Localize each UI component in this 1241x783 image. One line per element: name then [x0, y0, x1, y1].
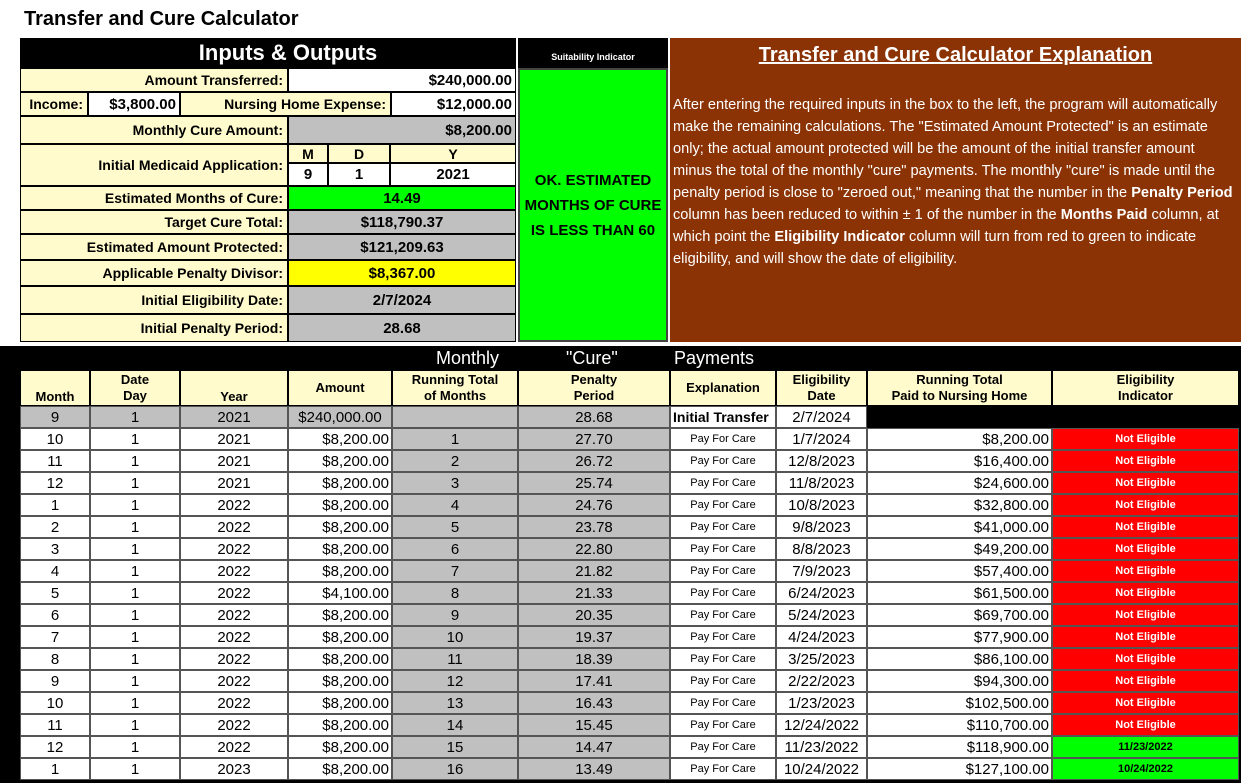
- caption-monthly: Monthly: [436, 348, 500, 368]
- cell-amount: $8,200.00: [288, 538, 392, 560]
- col-header-eligibility-date: Eligibility Date: [776, 370, 867, 406]
- cell-amount: $8,200.00: [288, 472, 392, 494]
- nursing-home-expense-label: Nursing Home Expense:: [180, 92, 391, 116]
- cell-running-months: 1: [392, 428, 518, 450]
- cell-month: 10: [20, 428, 90, 450]
- cell-month: 3: [20, 538, 90, 560]
- application-day-input[interactable]: 1: [328, 163, 390, 186]
- cell-running-months: 7: [392, 560, 518, 582]
- cell-explanation: Pay For Care: [670, 538, 776, 560]
- cell-explanation: Pay For Care: [670, 626, 776, 648]
- cell-eligibility-date: 7/9/2023: [776, 560, 867, 582]
- initial-penalty: 28.68: [518, 406, 670, 428]
- cell-running-paid: $86,100.00: [867, 648, 1052, 670]
- cell-amount: $8,200.00: [288, 516, 392, 538]
- cell-running-paid: $49,200.00: [867, 538, 1052, 560]
- cell-explanation: Pay For Care: [670, 692, 776, 714]
- estimated-protected-value: $121,209.63: [288, 234, 516, 260]
- cell-day: 1: [90, 736, 180, 758]
- cell-eligibility-indicator: Not Eligible: [1052, 648, 1239, 670]
- cell-penalty-period: 17.41: [518, 670, 670, 692]
- cell-amount: $8,200.00: [288, 428, 392, 450]
- cell-explanation: Pay For Care: [670, 516, 776, 538]
- cell-day: 1: [90, 692, 180, 714]
- cell-explanation: Pay For Care: [670, 494, 776, 516]
- cell-running-paid: $24,600.00: [867, 472, 1052, 494]
- cell-amount: $8,200.00: [288, 714, 392, 736]
- income-label: Income:: [20, 92, 88, 116]
- cell-amount: $8,200.00: [288, 648, 392, 670]
- cell-eligibility-indicator: Not Eligible: [1052, 604, 1239, 626]
- cell-eligibility-date: 9/8/2023: [776, 516, 867, 538]
- cell-running-paid: $69,700.00: [867, 604, 1052, 626]
- cell-explanation: Pay For Care: [670, 560, 776, 582]
- penalty-period-label: Initial Penalty Period:: [20, 314, 288, 342]
- cell-running-months: 4: [392, 494, 518, 516]
- application-month-input[interactable]: 9: [288, 163, 328, 186]
- cell-eligibility-indicator: 11/23/2022: [1052, 736, 1239, 758]
- eligibility-date-value: 2/7/2024: [288, 286, 516, 314]
- cell-penalty-period: 13.49: [518, 758, 670, 780]
- cell-day: 1: [90, 714, 180, 736]
- caption-payments: Payments: [674, 348, 755, 368]
- cell-penalty-period: 22.80: [518, 538, 670, 560]
- cell-eligibility-indicator: Not Eligible: [1052, 692, 1239, 714]
- cell-year: 2022: [180, 736, 288, 758]
- estimated-protected-label: Estimated Amount Protected:: [20, 234, 288, 260]
- cell-running-paid: $16,400.00: [867, 450, 1052, 472]
- cell-running-months: 16: [392, 758, 518, 780]
- cell-month: 8: [20, 648, 90, 670]
- cell-running-paid: $57,400.00: [867, 560, 1052, 582]
- cell-year: 2022: [180, 582, 288, 604]
- col-header-eligibility-indicator: Eligibility Indicator: [1052, 370, 1239, 406]
- cell-penalty-period: 23.78: [518, 516, 670, 538]
- cell-month: 11: [20, 450, 90, 472]
- cell-month: 11: [20, 714, 90, 736]
- cell-year: 2022: [180, 604, 288, 626]
- cell-running-months: 12: [392, 670, 518, 692]
- col-header-running-months: Running Total of Months: [392, 370, 518, 406]
- cell-day: 1: [90, 648, 180, 670]
- nursing-home-expense-input[interactable]: $12,000.00: [391, 92, 516, 116]
- amount-transferred-label: Amount Transferred:: [20, 68, 288, 92]
- cell-penalty-period: 14.47: [518, 736, 670, 758]
- cell-eligibility-date: 12/8/2023: [776, 450, 867, 472]
- cell-eligibility-indicator: Not Eligible: [1052, 516, 1239, 538]
- explanation-text: After entering the required inputs in the box to the left, the program will automatically make the remaining calculations. The "Estimated Amount Protected" is an estimate only; the actual amount protected will be the amount of the initial transfer amount minus the total of the monthly "cure" payments. The monthly "cure" is made until the penalty period is close to "zeroed out," meaning that the number in the Penalty Period column has been reduced to within ± 1 of the number in the Months Paid column, at which point the Eligibility Indicator column will turn from red to green to indicate eligibility, and will show the date of eligibility.: [673, 97, 1233, 267]
- initial-month: 9: [20, 406, 90, 428]
- cell-explanation: Pay For Care: [670, 714, 776, 736]
- cell-day: 1: [90, 428, 180, 450]
- month-header: M: [288, 144, 328, 163]
- cell-eligibility-indicator: Not Eligible: [1052, 670, 1239, 692]
- suitability-indicator: OK. ESTIMATED MONTHS OF CURE IS LESS THAN 60: [518, 68, 668, 342]
- col-header-year: Year: [180, 370, 288, 406]
- cell-eligibility-date: 4/24/2023: [776, 626, 867, 648]
- cell-amount: $8,200.00: [288, 692, 392, 714]
- cell-month: 2: [20, 516, 90, 538]
- explanation-title: Transfer and Cure Calculator Explanation: [758, 44, 1153, 66]
- cell-running-paid: $41,000.00: [867, 516, 1052, 538]
- cell-amount: $4,100.00: [288, 582, 392, 604]
- cell-eligibility-indicator: Not Eligible: [1052, 582, 1239, 604]
- cell-day: 1: [90, 450, 180, 472]
- cell-explanation: Pay For Care: [670, 428, 776, 450]
- cell-day: 1: [90, 670, 180, 692]
- cell-eligibility-indicator: Not Eligible: [1052, 560, 1239, 582]
- col-header-running-paid: Running Total Paid to Nursing Home: [867, 370, 1052, 406]
- cell-day: 1: [90, 582, 180, 604]
- cell-penalty-period: 21.82: [518, 560, 670, 582]
- cell-running-months: 6: [392, 538, 518, 560]
- cell-penalty-period: 18.39: [518, 648, 670, 670]
- initial-explanation: Initial Transfer: [670, 406, 776, 428]
- cell-year: 2021: [180, 428, 288, 450]
- penalty-divisor-value: $8,367.00: [288, 260, 516, 286]
- penalty-period-value: 28.68: [288, 314, 516, 342]
- cell-day: 1: [90, 494, 180, 516]
- initial-running-months: [392, 406, 518, 428]
- monthly-cure-label: Monthly Cure Amount:: [20, 116, 288, 144]
- cell-eligibility-indicator: Not Eligible: [1052, 450, 1239, 472]
- cell-running-months: 15: [392, 736, 518, 758]
- cell-eligibility-indicator: Not Eligible: [1052, 494, 1239, 516]
- col-header-penalty-period: Penalty Period: [518, 370, 670, 406]
- cell-running-months: 14: [392, 714, 518, 736]
- cell-year: 2022: [180, 538, 288, 560]
- cell-year: 2022: [180, 494, 288, 516]
- cell-day: 1: [90, 538, 180, 560]
- cell-eligibility-date: 12/24/2022: [776, 714, 867, 736]
- suitability-header: Suitability Indicator: [518, 38, 668, 68]
- cell-year: 2022: [180, 626, 288, 648]
- cell-running-months: 9: [392, 604, 518, 626]
- initial-day: 1: [90, 406, 180, 428]
- cell-running-months: 2: [392, 450, 518, 472]
- cell-eligibility-indicator: Not Eligible: [1052, 472, 1239, 494]
- cell-penalty-period: 27.70: [518, 428, 670, 450]
- cell-amount: $8,200.00: [288, 736, 392, 758]
- col-header-month: Month: [20, 370, 90, 406]
- cell-year: 2022: [180, 560, 288, 582]
- cell-running-paid: $8,200.00: [867, 428, 1052, 450]
- cell-year: 2022: [180, 692, 288, 714]
- cell-month: 6: [20, 604, 90, 626]
- cell-explanation: Pay For Care: [670, 758, 776, 780]
- cell-running-paid: $61,500.00: [867, 582, 1052, 604]
- cell-day: 1: [90, 516, 180, 538]
- inputs-outputs-header: Inputs & Outputs: [20, 38, 516, 68]
- cell-explanation: Pay For Care: [670, 736, 776, 758]
- cell-amount: $8,200.00: [288, 670, 392, 692]
- cell-month: 1: [20, 494, 90, 516]
- cell-running-paid: $102,500.00: [867, 692, 1052, 714]
- target-cure-value: $118,790.37: [288, 210, 516, 234]
- cell-amount: $8,200.00: [288, 626, 392, 648]
- cell-month: 5: [20, 582, 90, 604]
- cell-running-months: 10: [392, 626, 518, 648]
- year-header: Y: [390, 144, 516, 163]
- cell-running-months: 3: [392, 472, 518, 494]
- cell-amount: $8,200.00: [288, 604, 392, 626]
- initial-application-label: Initial Medicaid Application:: [20, 144, 288, 186]
- initial-eligibility-date: 2/7/2024: [776, 406, 867, 428]
- estimated-months-value: 14.49: [288, 186, 516, 210]
- cell-day: 1: [90, 560, 180, 582]
- cell-eligibility-date: 11/23/2022: [776, 736, 867, 758]
- cell-month: 12: [20, 472, 90, 494]
- cell-eligibility-indicator: Not Eligible: [1052, 428, 1239, 450]
- col-header-amount: Amount: [288, 370, 392, 406]
- cell-eligibility-date: 1/7/2024: [776, 428, 867, 450]
- cell-day: 1: [90, 758, 180, 780]
- cell-running-paid: $77,900.00: [867, 626, 1052, 648]
- caption-cure: "Cure": [566, 348, 618, 368]
- calculator-title: Transfer and Cure Calculator: [24, 8, 299, 30]
- cell-year: 2022: [180, 648, 288, 670]
- cell-year: 2023: [180, 758, 288, 780]
- cell-explanation: Pay For Care: [670, 450, 776, 472]
- cell-month: 1: [20, 758, 90, 780]
- cell-running-paid: $118,900.00: [867, 736, 1052, 758]
- cell-eligibility-date: 8/8/2023: [776, 538, 867, 560]
- explanation-panel: [670, 38, 1241, 342]
- cell-running-paid: $127,100.00: [867, 758, 1052, 780]
- cell-penalty-period: 16.43: [518, 692, 670, 714]
- penalty-divisor-label: Applicable Penalty Divisor:: [20, 260, 288, 286]
- cell-month: 4: [20, 560, 90, 582]
- cell-running-months: 11: [392, 648, 518, 670]
- cell-penalty-period: 26.72: [518, 450, 670, 472]
- cell-penalty-period: 15.45: [518, 714, 670, 736]
- cell-explanation: Pay For Care: [670, 670, 776, 692]
- col-header-day: Date Day: [90, 370, 180, 406]
- application-year-input[interactable]: 2021: [390, 163, 516, 186]
- cell-amount: $8,200.00: [288, 758, 392, 780]
- cell-running-months: 5: [392, 516, 518, 538]
- cell-explanation: Pay For Care: [670, 648, 776, 670]
- cell-eligibility-date: 5/24/2023: [776, 604, 867, 626]
- estimated-months-label: Estimated Months of Cure:: [20, 186, 288, 210]
- cell-running-months: 13: [392, 692, 518, 714]
- cell-eligibility-date: 10/24/2022: [776, 758, 867, 780]
- cell-month: 7: [20, 626, 90, 648]
- cell-year: 2021: [180, 472, 288, 494]
- initial-year: 2021: [180, 406, 288, 428]
- cell-running-paid: $32,800.00: [867, 494, 1052, 516]
- income-input[interactable]: $3,800.00: [88, 92, 180, 116]
- cell-day: 1: [90, 472, 180, 494]
- cell-amount: $8,200.00: [288, 494, 392, 516]
- cell-running-months: 8: [392, 582, 518, 604]
- cell-penalty-period: 19.37: [518, 626, 670, 648]
- cell-month: 9: [20, 670, 90, 692]
- cell-amount: $8,200.00: [288, 450, 392, 472]
- cell-year: 2022: [180, 670, 288, 692]
- cell-month: 12: [20, 736, 90, 758]
- cell-day: 1: [90, 604, 180, 626]
- cell-penalty-period: 25.74: [518, 472, 670, 494]
- amount-transferred-input[interactable]: $240,000.00: [288, 68, 516, 92]
- cell-eligibility-date: 1/23/2023: [776, 692, 867, 714]
- cell-eligibility-date: 6/24/2023: [776, 582, 867, 604]
- cell-amount: $8,200.00: [288, 560, 392, 582]
- eligibility-date-label: Initial Eligibility Date:: [20, 286, 288, 314]
- cell-eligibility-indicator: Not Eligible: [1052, 714, 1239, 736]
- cell-eligibility-date: 11/8/2023: [776, 472, 867, 494]
- cell-explanation: Pay For Care: [670, 472, 776, 494]
- cell-eligibility-indicator: Not Eligible: [1052, 538, 1239, 560]
- cell-year: 2022: [180, 516, 288, 538]
- cell-eligibility-indicator: Not Eligible: [1052, 626, 1239, 648]
- cell-day: 1: [90, 626, 180, 648]
- target-cure-label: Target Cure Total:: [20, 210, 288, 234]
- cell-eligibility-date: 10/8/2023: [776, 494, 867, 516]
- cell-year: 2021: [180, 450, 288, 472]
- cell-eligibility-indicator: 10/24/2022: [1052, 758, 1239, 780]
- cell-month: 10: [20, 692, 90, 714]
- cell-running-paid: $94,300.00: [867, 670, 1052, 692]
- initial-amount: $240,000.00: [288, 406, 392, 428]
- cell-eligibility-date: 2/22/2023: [776, 670, 867, 692]
- cell-year: 2022: [180, 714, 288, 736]
- monthly-cure-value: $8,200.00: [288, 116, 516, 144]
- cell-explanation: Pay For Care: [670, 582, 776, 604]
- col-header-explanation: Explanation: [670, 370, 776, 406]
- cell-running-paid: $110,700.00: [867, 714, 1052, 736]
- cell-penalty-period: 20.35: [518, 604, 670, 626]
- cell-eligibility-date: 3/25/2023: [776, 648, 867, 670]
- cell-penalty-period: 24.76: [518, 494, 670, 516]
- day-header: D: [328, 144, 390, 163]
- cell-explanation: Pay For Care: [670, 604, 776, 626]
- cell-penalty-period: 21.33: [518, 582, 670, 604]
